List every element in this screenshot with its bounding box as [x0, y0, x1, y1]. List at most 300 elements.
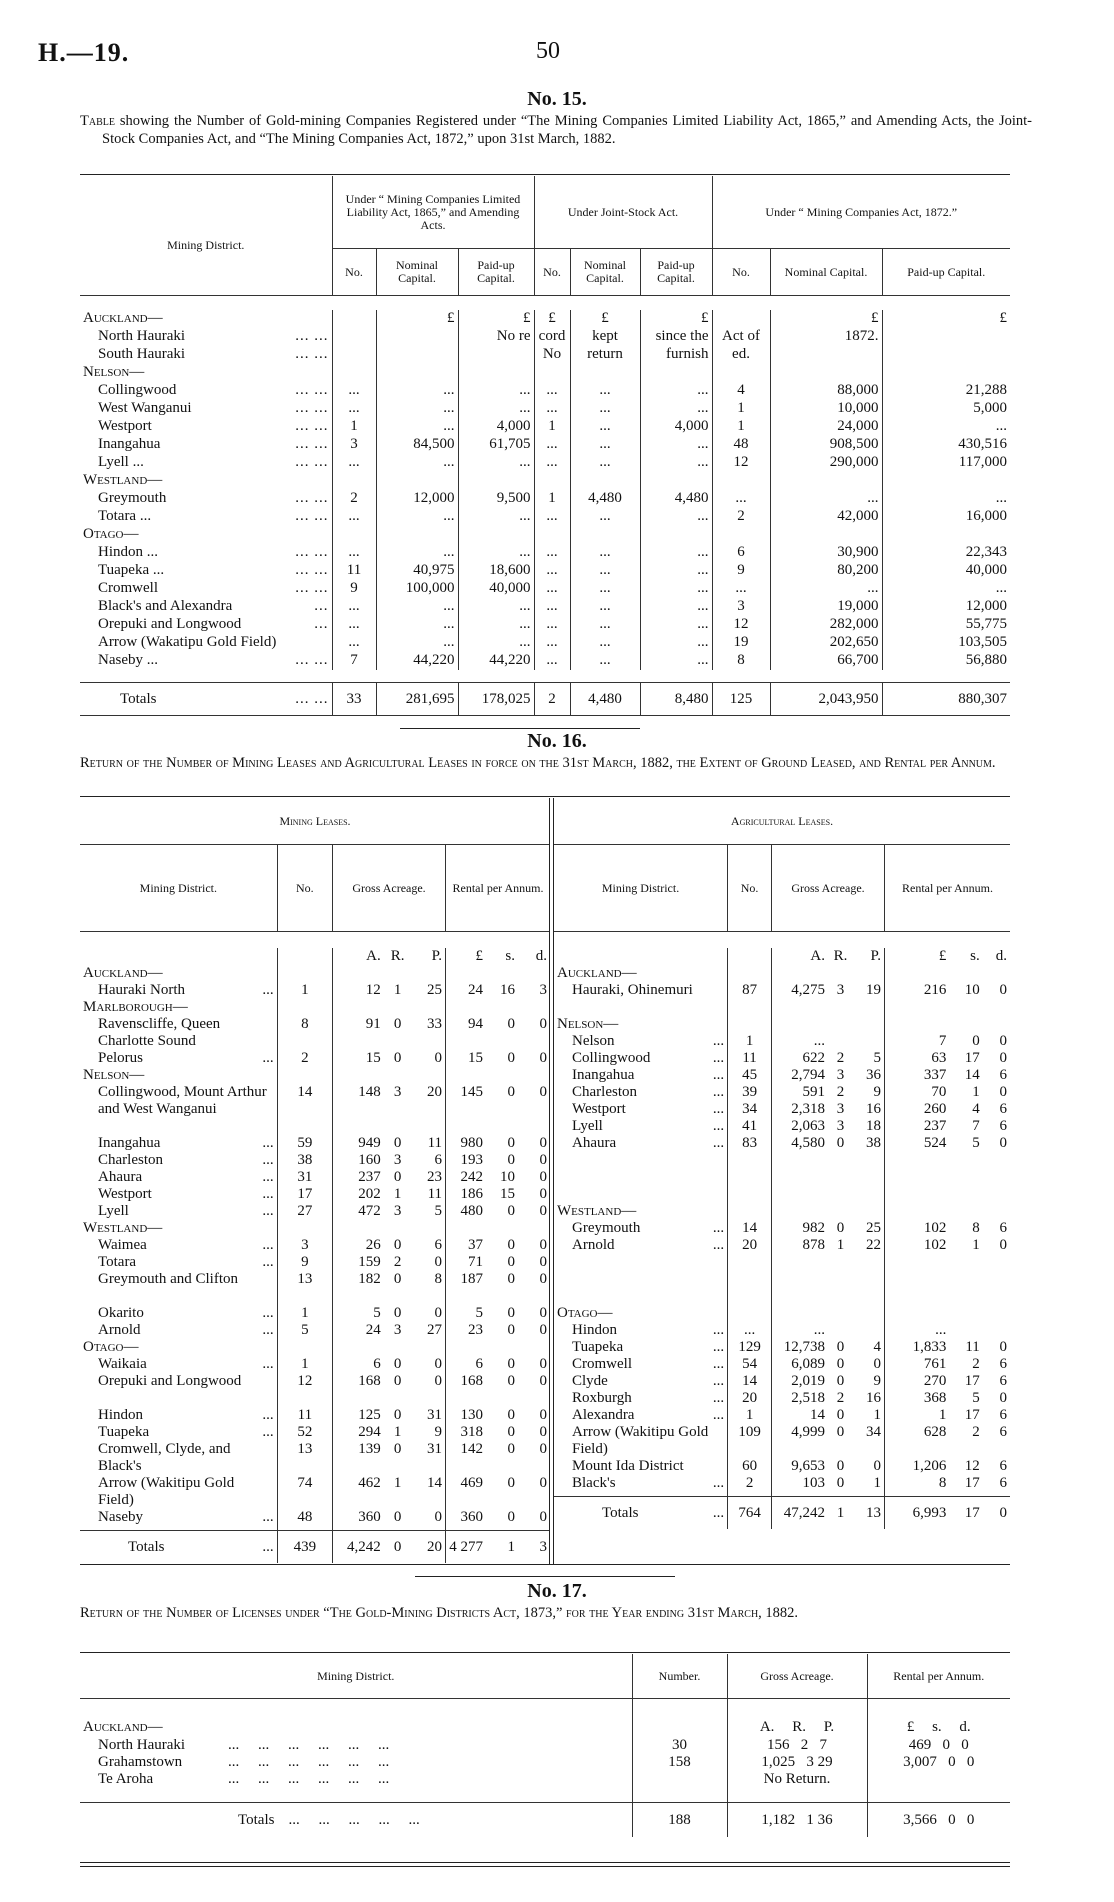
cell-no [277, 948, 332, 965]
cell-r [828, 1033, 853, 1050]
cell-no-1872: 1 [712, 400, 770, 418]
spacer [554, 932, 728, 949]
cell-a: 462 [333, 1475, 384, 1509]
cell-p: 9 [873, 1084, 881, 1100]
caption-lead: Return [80, 1605, 124, 1621]
cell-d: 0 [539, 1169, 547, 1185]
cell-no-1865: ... [332, 400, 376, 418]
table-row [80, 454, 1010, 472]
cell-s: 11 [965, 1339, 980, 1355]
cell-s [949, 1305, 982, 1322]
cell-no: 5 [277, 1322, 332, 1339]
table-row [80, 382, 1010, 400]
col-header-group-1865: Under “ Mining Companies Limited Liability Act, 1865,” and Amending Acts. [332, 176, 534, 249]
cell-p: 36 [865, 1067, 881, 1083]
cell-p: 25 [865, 1220, 881, 1236]
district-name: Nelson ... [572, 1033, 725, 1049]
cell-a: 12,738 [772, 1339, 828, 1356]
district-name: Westport ... [572, 1101, 725, 1117]
cell-p [853, 1305, 884, 1322]
cell-d [983, 1016, 1010, 1033]
district-name: Inangahua ... ... [98, 436, 329, 452]
cell-a: 6 [333, 1356, 384, 1373]
cell-d: 0 [539, 1424, 547, 1440]
cell-d: 0 [539, 1254, 547, 1270]
cell-nominal-1872: 1872. [770, 328, 882, 346]
cell-s: 0 [972, 1033, 980, 1049]
cell-r: 3 [836, 1118, 845, 1134]
cell-d: 6 [999, 1424, 1007, 1440]
cell-p: 0 [434, 1050, 443, 1066]
cell-nominal-1865: ... [376, 598, 458, 616]
cell-d: 6 [999, 1118, 1007, 1134]
total-s: 17 [964, 1504, 980, 1521]
cell-s: 1 [972, 1237, 980, 1253]
cell-r: 0 [393, 1407, 402, 1423]
units-row [80, 948, 550, 965]
cell-no-jointstock: ... [534, 436, 570, 454]
cell-p [853, 1322, 884, 1339]
cell-l [884, 1152, 949, 1203]
cell-s: 0 [507, 1373, 515, 1389]
cell-nominal-1865: 84,500 [376, 436, 458, 454]
cell-s: 8 [972, 1220, 980, 1236]
cell-a: 24 [333, 1322, 384, 1339]
cell-no: 87 [728, 982, 772, 999]
cell-r: 0 [836, 1356, 845, 1372]
cell-no-jointstock: ... [534, 580, 570, 598]
cell-paidup-1865: ... [458, 616, 534, 634]
cell-rental [867, 1771, 1010, 1788]
table-17-caption [80, 1604, 1032, 1622]
cell-p: P. [870, 948, 881, 964]
cell-a: 949 [333, 1135, 384, 1152]
district-name: Grahamstown ... ... ... ... ... ... [98, 1754, 390, 1770]
total-no-1872: 125 [712, 683, 770, 716]
cell-r: 1 [393, 1186, 402, 1202]
table-row [80, 328, 1010, 346]
cell-a: 294 [333, 1424, 384, 1441]
col-header-paidup: Paid-up Capital. [882, 249, 1010, 296]
cell-nominal-jointstock [570, 472, 640, 490]
cell-r: 0 [836, 1373, 845, 1389]
cell-d: d. [535, 948, 547, 964]
table-row [80, 1169, 550, 1186]
cell-r [828, 1152, 853, 1203]
cell-no-1865: 3 [332, 436, 376, 454]
table-row [80, 1186, 550, 1203]
cell-no-jointstock: ... [534, 454, 570, 472]
cell-r: 2 [836, 1050, 845, 1066]
cell-s: 1 [972, 1084, 980, 1100]
cell-p: 18 [865, 1118, 881, 1134]
cell-nominal-1865: ... [376, 400, 458, 418]
district-name [554, 999, 728, 1016]
cell-l: 102 [884, 1237, 949, 1254]
cell-no-jointstock: £ [534, 310, 570, 328]
cell-s: 0 [507, 1424, 515, 1440]
cell-no-1872: 9 [712, 562, 770, 580]
cell-nominal-jointstock: ... [570, 562, 640, 580]
cell-nominal-1865: 100,000 [376, 580, 458, 598]
cell-no-jointstock: ... [534, 616, 570, 634]
cell-l: 237 [884, 1118, 949, 1135]
cell-r: 0 [836, 1424, 845, 1440]
col-header-rental: Rental per Annum. [884, 845, 1010, 932]
cell-d: 0 [999, 1237, 1007, 1253]
total-nominal-1872: 2,043,950 [770, 683, 882, 716]
cell-no-1872: 4 [712, 382, 770, 400]
total-no-jointstock: 2 [534, 683, 570, 716]
total-l: 4 277 [446, 1531, 486, 1564]
cell-d: 0 [539, 1186, 547, 1202]
cell-d: 0 [539, 1084, 547, 1100]
cell-no-1872 [712, 310, 770, 328]
caption-text: of the Number of Licenses under “The Gold-Mining Districts Act, 1873,” for the Year ending 31st March, 1882. [123, 1605, 799, 1621]
table-16-caption [80, 754, 1010, 772]
cell-s: 5 [972, 1135, 980, 1151]
cell-l: 480 [446, 1203, 486, 1220]
cell-no-jointstock [534, 472, 570, 490]
cell-r: 0 [393, 1271, 402, 1287]
table-row [80, 1084, 550, 1135]
cell-s: 7 [972, 1118, 980, 1134]
table-row [80, 1771, 1010, 1788]
cell-paidup-1865 [458, 364, 534, 382]
cell-d: 0 [539, 1475, 547, 1491]
table-15 [80, 176, 1010, 716]
district-name: West Wanganui ... ... [98, 400, 329, 416]
cell-p [411, 1067, 445, 1084]
district-heading-row [80, 472, 1010, 490]
district-heading: Auckland— [83, 310, 163, 326]
cell-d: d. [995, 948, 1007, 964]
cell-p [853, 1033, 884, 1050]
cell-d: 0 [539, 1509, 547, 1525]
cell-p [411, 965, 445, 982]
cell-paidup-1872: 55,775 [882, 616, 1010, 634]
cell-p: 0 [873, 1356, 881, 1372]
table-row [554, 999, 1010, 1016]
cell-a [333, 965, 384, 982]
cell-a: 139 [333, 1441, 384, 1475]
cell-paidup-1865: 4,000 [458, 418, 534, 436]
cell-d [983, 1322, 1010, 1339]
cell-no: 74 [277, 1475, 332, 1509]
cell-paidup-1865: ... [458, 400, 534, 418]
cell-paidup-jointstock: furnish [640, 346, 712, 364]
district-name: Hauraki, Ohinemuri [572, 982, 693, 998]
cell-l [446, 965, 486, 982]
table-row [80, 580, 1010, 598]
table-row [554, 1067, 1010, 1084]
district-name [554, 1254, 728, 1305]
cell-l: 187 [446, 1271, 486, 1305]
table-row [80, 1407, 550, 1424]
cell-d: 0 [999, 982, 1007, 998]
cell-l: £ [884, 948, 949, 965]
cell-l: 337 [884, 1067, 949, 1084]
cell-a: 4,580 [772, 1135, 828, 1152]
col-header-group-1872: Under “ Mining Companies Act, 1872.” [712, 176, 1010, 249]
cell-no-1865: 11 [332, 562, 376, 580]
cell-nominal-1872 [770, 472, 882, 490]
cell-d [983, 1152, 1010, 1203]
cell-nominal-1872: ... [770, 580, 882, 598]
cell-a: 159 [333, 1254, 384, 1271]
cell-paidup-jointstock: ... [640, 652, 712, 670]
district-name: Totara ... ... ... [98, 508, 329, 524]
cell-l: 168 [446, 1373, 486, 1407]
cell-a: 14 [772, 1407, 828, 1424]
cell-s: 0 [507, 1050, 515, 1066]
cell-no: 12 [277, 1373, 332, 1407]
cell-p: 0 [873, 1458, 881, 1474]
cell-no-1865: ... [332, 616, 376, 634]
cell-l: 94 [446, 1016, 486, 1050]
cell-no [277, 1220, 332, 1237]
cell-l [884, 1254, 949, 1305]
bottom-double-rule [80, 1862, 1010, 1867]
cell-a: 878 [772, 1237, 828, 1254]
district-name: North Hauraki ... ... ... ... ... ... [98, 1737, 390, 1753]
cell-paidup-1865 [458, 346, 534, 364]
district-heading-row [80, 526, 1010, 544]
cell-d: 0 [539, 1373, 547, 1389]
cell-acreage: 1,025 3 29 [727, 1754, 867, 1771]
cell-a: 26 [333, 1237, 384, 1254]
col-header-district: Mining District. [139, 880, 217, 895]
table-row [80, 1441, 550, 1475]
table-row [554, 1152, 1010, 1203]
cell-paidup-jointstock: ... [640, 562, 712, 580]
cell-p [853, 965, 884, 982]
cell-no: 1 [277, 982, 332, 999]
cell-r: R. [833, 948, 848, 964]
district-name: Black's ... [572, 1475, 725, 1491]
cell-r [828, 1322, 853, 1339]
table-15-caption [80, 112, 1032, 148]
table-row [80, 1237, 550, 1254]
district-name: Hindon ... [572, 1322, 725, 1338]
cell-nominal-jointstock: ... [570, 436, 640, 454]
cell-r: 0 [836, 1407, 845, 1423]
cell-nominal-1865: 12,000 [376, 490, 458, 508]
table-row [80, 1424, 550, 1441]
district-heading: Auckland— [83, 1719, 163, 1735]
cell-paidup-1865: 18,600 [458, 562, 534, 580]
cell-d: 6 [999, 1220, 1007, 1236]
cell-a: 360 [333, 1509, 384, 1526]
cell-p: 31 [427, 1441, 443, 1457]
spacer [80, 670, 332, 683]
cell-s: 0 [507, 1475, 515, 1491]
cell-a: 4,999 [772, 1424, 828, 1458]
cell-no-1872: 6 [712, 544, 770, 562]
cell-no [277, 999, 332, 1016]
cell-no-1872: 19 [712, 634, 770, 652]
cell-no-jointstock: cord [534, 328, 570, 346]
cell-a: 15 [333, 1050, 384, 1067]
col-header-number: Number. [632, 1654, 727, 1699]
district-name: Ahaura ... [572, 1135, 725, 1151]
table-row [554, 1135, 1010, 1152]
cell-r [828, 1203, 853, 1220]
cell-a: ... [772, 1033, 828, 1050]
cell-s [949, 1322, 982, 1339]
total-number: 188 [632, 1803, 727, 1838]
cell-p: P. [431, 948, 443, 964]
cell-p: 9 [434, 1424, 443, 1440]
cell-a: 2,794 [772, 1067, 828, 1084]
cell-s: 2 [972, 1424, 980, 1440]
totals-label: Totals ... ... [120, 690, 329, 707]
cell-l: 145 [446, 1084, 486, 1135]
total-l: 6,993 [884, 1497, 949, 1530]
cell-paidup-jointstock [640, 472, 712, 490]
cell-no-1872: 8 [712, 652, 770, 670]
col-header-rental: Rental per Annum. [446, 845, 550, 932]
table-row [80, 1305, 550, 1322]
cell-no: 1 [728, 1407, 772, 1424]
cell-d: 0 [539, 1237, 547, 1253]
cell-nominal-jointstock: ... [570, 598, 640, 616]
cell-nominal-1865 [376, 346, 458, 364]
cell-no-1865: 2 [332, 490, 376, 508]
cell-r: 3 [393, 1152, 402, 1168]
district-name: Cromwell ... [572, 1356, 725, 1372]
cell-no: 13 [277, 1441, 332, 1475]
cell-l [446, 1339, 486, 1356]
district-name: Tuapeka ... [572, 1339, 725, 1355]
district-name: Collingwood ... ... [98, 382, 329, 398]
cell-s: 16 [499, 982, 515, 998]
cell-d: 0 [539, 1016, 547, 1032]
cell-l: 368 [884, 1390, 949, 1407]
cell-p: 0 [434, 1373, 443, 1389]
cell-no-1865: 7 [332, 652, 376, 670]
cell-a: 237 [333, 1169, 384, 1186]
cell-no: 83 [728, 1135, 772, 1152]
cell-nominal-1865: ... [376, 508, 458, 526]
table-16-agricultural-leases [554, 798, 1010, 1529]
cell-l: 186 [446, 1186, 486, 1203]
cell-s: 17 [964, 1373, 980, 1389]
cell-no-1872: ed. [712, 346, 770, 364]
cell-paidup-1872 [882, 526, 1010, 544]
cell-p: 27 [427, 1322, 443, 1338]
district-name: Naseby ... [98, 1509, 274, 1525]
cell-nominal-1872 [770, 346, 882, 364]
cell-nominal-1872 [770, 526, 882, 544]
cell-paidup-1872: ... [882, 490, 1010, 508]
rule [80, 174, 1010, 175]
cell-r: 3 [393, 1203, 402, 1219]
cell-paidup-1872: 56,880 [882, 652, 1010, 670]
totals-row [80, 1531, 550, 1564]
district-name: Lyell ... [98, 1203, 274, 1219]
cell-l [884, 999, 949, 1016]
cell-no: 2 [277, 1050, 332, 1067]
cell-no-1872: 2 [712, 508, 770, 526]
district-name: Waimea ... [98, 1237, 274, 1253]
cell-no: 60 [728, 1458, 772, 1475]
cell-no-1865: ... [332, 598, 376, 616]
cell-l [884, 1016, 949, 1033]
cell-p: 20 [427, 1084, 443, 1100]
cell-a [333, 999, 384, 1016]
cell-a: 4,275 [772, 982, 828, 999]
cell-no: 109 [728, 1424, 772, 1458]
cell-r: 0 [836, 1339, 845, 1355]
cell-nominal-1865: ... [376, 634, 458, 652]
table-row [554, 1033, 1010, 1050]
totals-label: Totals ... [128, 1538, 274, 1555]
col-header-group-jointstock: Under Joint-Stock Act. [534, 176, 712, 249]
total-a: 4,242 [333, 1531, 384, 1564]
cell-no-jointstock: No [534, 346, 570, 364]
cell-s: 0 [507, 1271, 515, 1287]
cell-nominal-jointstock: ... [570, 454, 640, 472]
total-nominal-jointstock: 4,480 [570, 683, 640, 716]
cell-no: 11 [728, 1050, 772, 1067]
units-acreage: A. R. P. [727, 1719, 867, 1737]
cell-r: 0 [393, 1509, 402, 1525]
cell-l: 242 [446, 1169, 486, 1186]
district-heading-row [80, 1339, 550, 1356]
cell-p: 22 [865, 1237, 881, 1253]
cell-no [728, 1152, 772, 1203]
cell-d [983, 1203, 1010, 1220]
cell-s: s. [970, 948, 980, 964]
cell-d: 0 [539, 1322, 547, 1338]
cell-p [853, 1016, 884, 1033]
cell-l [884, 965, 949, 982]
table-row [80, 346, 1010, 364]
district-name: Okarito ... [98, 1305, 274, 1321]
cell-acreage: No Return. [727, 1771, 867, 1788]
cell-l: 193 [446, 1152, 486, 1169]
cell-p [411, 999, 445, 1016]
district-name: Cromwell, Clyde, and Black's [98, 1441, 231, 1474]
cell-l: 270 [884, 1373, 949, 1390]
col-header-district: Mining District. [167, 238, 245, 252]
district-name: Hindon ... [98, 1407, 274, 1423]
cell-paidup-jointstock [640, 364, 712, 382]
cell-a: 5 [333, 1305, 384, 1322]
cell-paidup-1872: ... [882, 580, 1010, 598]
cell-no-jointstock: ... [534, 544, 570, 562]
cell-p: 1 [873, 1407, 881, 1423]
cell-paidup-1872: 430,516 [882, 436, 1010, 454]
district-heading: Otago— [557, 1305, 613, 1321]
cell-a: 2,518 [772, 1390, 828, 1407]
cell-s: 0 [507, 1305, 515, 1321]
cell-a: 2,318 [772, 1101, 828, 1118]
district-heading-row [554, 1203, 1010, 1220]
cell-r: 0 [836, 1475, 845, 1491]
district-name: Inangahua ... [98, 1135, 274, 1151]
cell-nominal-jointstock: ... [570, 634, 640, 652]
cell-d [983, 1254, 1010, 1305]
cell-no: 31 [277, 1169, 332, 1186]
cell-a [772, 999, 828, 1016]
table-row [554, 1118, 1010, 1135]
cell-s: 10 [499, 1169, 515, 1185]
cell-d [983, 965, 1010, 982]
cell-d [518, 999, 550, 1016]
cell-no: 14 [728, 1373, 772, 1390]
